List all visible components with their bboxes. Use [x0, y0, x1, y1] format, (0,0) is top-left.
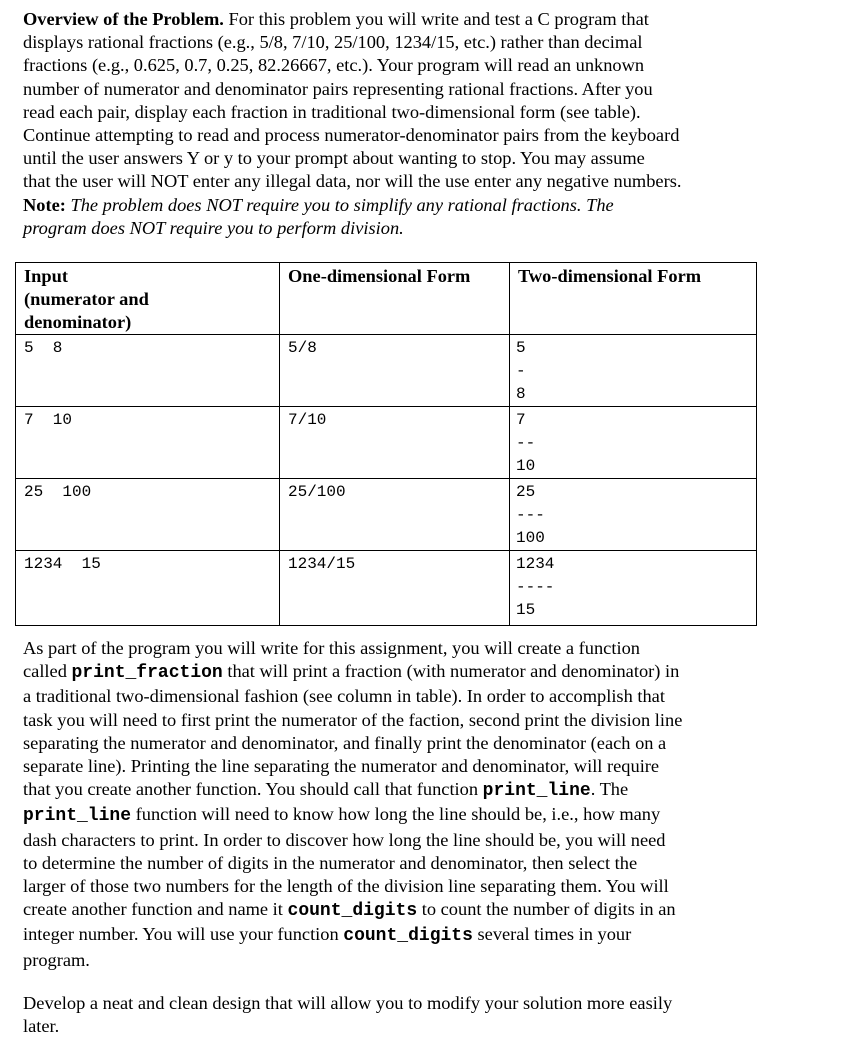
- note-line-1: Note: The problem does NOT require you to simplify any rational fractions. The: [23, 194, 614, 215]
- two-dimensional-cell: [510, 335, 757, 407]
- note-line-2: program does NOT require you to perform division.: [23, 217, 404, 238]
- body-line-10: to determine the number of digits in the numerator and denominator, then select the: [23, 852, 638, 873]
- footer-line-2: later.: [23, 1016, 60, 1037]
- table-row: [16, 407, 757, 479]
- division-line: -: [516, 362, 526, 380]
- one-dimensional-cell: 1234/15: [280, 551, 510, 626]
- denominator: 8: [516, 385, 526, 403]
- overview-line-5: read each pair, display each fraction in traditional two-dimensional form (see table).: [23, 101, 641, 122]
- one-dimensional-cell: 5/8: [280, 335, 510, 407]
- overview-heading: Overview of the Problem.: [23, 9, 224, 29]
- body-line-3: a traditional two-dimensional fashion (see column in table). In order to accomplish that: [23, 686, 665, 707]
- input-cell: 25 100: [16, 479, 280, 551]
- division-line: --: [516, 434, 536, 452]
- numerator: 25: [516, 483, 536, 501]
- two-dimensional-cell: [510, 551, 757, 626]
- body-line-4: task you will need to first print the numerator of the faction, second print the division line: [23, 709, 683, 730]
- footer-line-1: Develop a neat and clean design that will allow you to modify your solution more easily: [23, 993, 673, 1013]
- overview-line-8: that the user will NOT enter any illegal data, nor will the use enter any negative numbers.: [23, 171, 682, 192]
- header-input: Input (numerator and denominator): [16, 263, 280, 335]
- division-line: ---: [516, 506, 545, 524]
- body-line-9: dash characters to print. In order to discover how long the line should be, you will need: [23, 829, 666, 850]
- print-fraction-code: print_fraction: [71, 663, 223, 684]
- division-line: ----: [516, 578, 555, 596]
- one-dimensional-cell: 25/100: [280, 479, 510, 551]
- problem-overview: [23, 8, 823, 240]
- body-line-11: larger of those two numbers for the length of the division line separating them. You will: [23, 876, 669, 897]
- header-two-dimensional: Two-dimensional Form: [510, 263, 757, 335]
- numerator: 1234: [516, 555, 555, 573]
- count-digits-code: count_digits: [287, 901, 418, 922]
- overview-line-4: number of numerator and denominator pairs representing rational fractions. After you: [23, 78, 653, 99]
- print-line-code: print_line: [23, 806, 132, 827]
- numerator: 5: [516, 339, 526, 357]
- body-line-5: separating the numerator and denominator, and finally print the denominator (each on a: [23, 732, 667, 753]
- design-note: [23, 992, 823, 1038]
- denominator: 15: [516, 601, 536, 619]
- overview-line-7: until the user answers Y or y to your prompt about wanting to stop. You may assume: [23, 148, 645, 169]
- input-cell: 1234 15: [16, 551, 280, 626]
- body-line-7: that you create another function. You should call that function print_line. The: [23, 779, 629, 802]
- body-line-2: called print_fraction that will print a fraction (with numerator and denominator) in: [23, 661, 680, 684]
- body-line-6: separate line). Printing the line separating the numerator and denominator, will require: [23, 756, 660, 777]
- body-line-8: print_line function will need to know how long the line should be, i.e., how many: [23, 804, 661, 827]
- denominator: 100: [516, 529, 545, 547]
- table-row: [16, 479, 757, 551]
- two-dimensional-cell: [510, 479, 757, 551]
- body-line-1: As part of the program you will write for this assignment, you will create a function: [23, 638, 640, 658]
- header-one-dimensional: One-dimensional Form: [280, 263, 510, 335]
- body-line-14: program.: [23, 949, 90, 970]
- count-digits-code: count_digits: [343, 926, 473, 947]
- two-dimensional-cell: [510, 407, 757, 479]
- note-label: Note:: [23, 194, 66, 215]
- function-description: [23, 637, 823, 972]
- numerator: 7: [516, 411, 526, 429]
- one-dimensional-cell: 7/10: [280, 407, 510, 479]
- body-line-13: integer number. You will use your function count_digits several times in your: [23, 924, 632, 947]
- overview-line-2: displays rational fractions (e.g., 5/8, 7/10, 25/100, 1234/15, etc.) rather than decimal: [23, 32, 643, 53]
- overview-line-1: Overview of the Problem. For this problem you will write and test a C program that: [23, 9, 649, 29]
- input-cell: 5 8: [16, 335, 280, 407]
- overview-line-3: fractions (e.g., 0.625, 0.7, 0.25, 82.26667, etc.). Your program will read an unknown: [23, 55, 645, 76]
- denominator: 10: [516, 457, 536, 475]
- table-row: [16, 551, 757, 626]
- table-header-row: [16, 263, 757, 335]
- overview-line-6: Continue attempting to read and process numerator-denominator pairs from the keyboard: [23, 125, 680, 146]
- print-line-code: print_line: [482, 781, 591, 802]
- body-line-12: create another function and name it count_digits to count the number of digits in an: [23, 899, 676, 922]
- table-row: [16, 335, 757, 407]
- input-cell: 7 10: [16, 407, 280, 479]
- fraction-forms-table: [15, 262, 757, 626]
